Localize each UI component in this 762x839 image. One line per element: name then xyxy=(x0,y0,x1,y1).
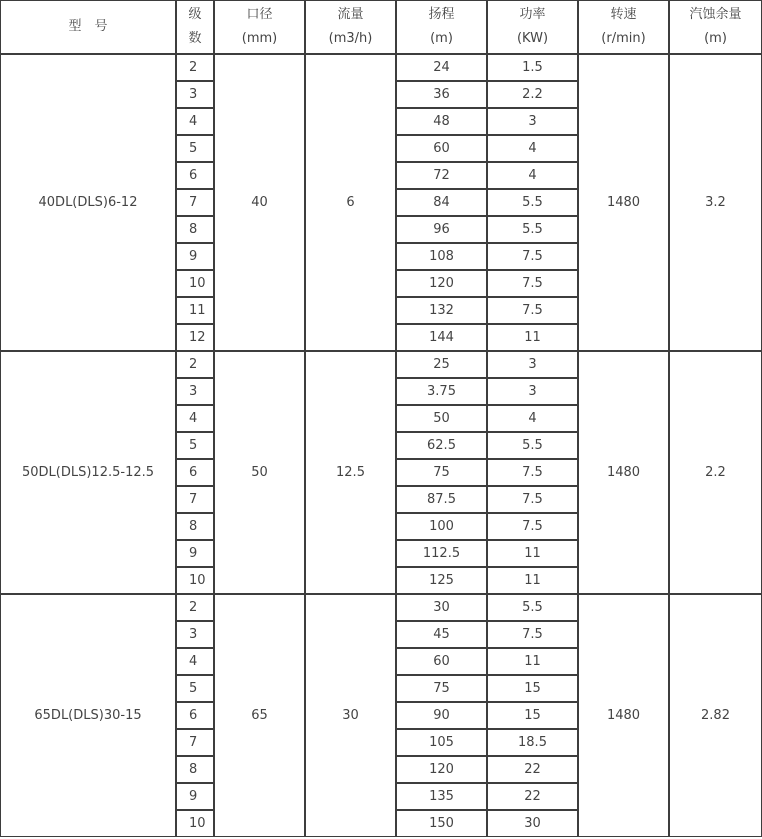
header-row xyxy=(0,0,762,54)
stage-cell: 12 xyxy=(176,324,214,351)
power-cell: 30 xyxy=(487,810,578,837)
head-cell: 87.5 xyxy=(396,486,487,513)
head-cell: 112.5 xyxy=(396,540,487,567)
stage-cell: 7 xyxy=(176,486,214,513)
head-cell: 144 xyxy=(396,324,487,351)
table-row xyxy=(0,594,762,621)
power-cell: 18.5 xyxy=(487,729,578,756)
power-cell: 4 xyxy=(487,135,578,162)
head-cell: 132 xyxy=(396,297,487,324)
flow-cell: 6 xyxy=(305,54,396,351)
head-cell: 36 xyxy=(396,81,487,108)
diameter-cell: 65 xyxy=(214,594,305,837)
stage-cell: 9 xyxy=(176,783,214,810)
stage-cell: 2 xyxy=(176,54,214,81)
head-cell: 84 xyxy=(396,189,487,216)
stage-cell: 7 xyxy=(176,729,214,756)
stage-cell: 6 xyxy=(176,162,214,189)
head-cell: 105 xyxy=(396,729,487,756)
head-cell: 120 xyxy=(396,270,487,297)
stage-cell: 5 xyxy=(176,675,214,702)
head-cell: 108 xyxy=(396,243,487,270)
head-cell: 48 xyxy=(396,108,487,135)
stage-cell: 6 xyxy=(176,702,214,729)
header-speed: 转速 (r/min) xyxy=(578,0,669,54)
head-cell: 125 xyxy=(396,567,487,594)
head-cell: 100 xyxy=(396,513,487,540)
stage-cell: 10 xyxy=(176,567,214,594)
power-cell: 1.5 xyxy=(487,54,578,81)
head-cell: 72 xyxy=(396,162,487,189)
flow-cell: 30 xyxy=(305,594,396,837)
stage-cell: 10 xyxy=(176,810,214,837)
power-cell: 7.5 xyxy=(487,486,578,513)
power-cell: 22 xyxy=(487,756,578,783)
model-cell: 65DL(DLS)30-15 xyxy=(0,594,176,837)
head-cell: 150 xyxy=(396,810,487,837)
stage-cell: 9 xyxy=(176,540,214,567)
stage-cell: 4 xyxy=(176,405,214,432)
power-cell: 2.2 xyxy=(487,81,578,108)
header-power: 功率 (KW) xyxy=(487,0,578,54)
power-cell: 5.5 xyxy=(487,216,578,243)
power-cell: 7.5 xyxy=(487,243,578,270)
npsh-cell: 3.2 xyxy=(669,54,762,351)
head-cell: 96 xyxy=(396,216,487,243)
npsh-cell: 2.82 xyxy=(669,594,762,837)
stage-cell: 8 xyxy=(176,513,214,540)
stage-cell: 2 xyxy=(176,594,214,621)
stage-cell: 3 xyxy=(176,621,214,648)
head-cell: 120 xyxy=(396,756,487,783)
head-cell: 135 xyxy=(396,783,487,810)
stage-cell: 7 xyxy=(176,189,214,216)
stage-cell: 10 xyxy=(176,270,214,297)
power-cell: 7.5 xyxy=(487,513,578,540)
speed-cell: 1480 xyxy=(578,594,669,837)
model-cell: 40DL(DLS)6-12 xyxy=(0,54,176,351)
power-cell: 7.5 xyxy=(487,459,578,486)
head-cell: 45 xyxy=(396,621,487,648)
power-cell: 11 xyxy=(487,648,578,675)
table-row xyxy=(0,54,762,81)
table-row xyxy=(0,351,762,378)
power-cell: 3 xyxy=(487,351,578,378)
stage-cell: 5 xyxy=(176,432,214,459)
stage-cell: 11 xyxy=(176,297,214,324)
stage-cell: 3 xyxy=(176,81,214,108)
head-cell: 60 xyxy=(396,648,487,675)
power-cell: 5.5 xyxy=(487,189,578,216)
power-cell: 3 xyxy=(487,108,578,135)
header-head: 扬程 (m) xyxy=(396,0,487,54)
head-cell: 50 xyxy=(396,405,487,432)
speed-cell: 1480 xyxy=(578,54,669,351)
power-cell: 4 xyxy=(487,405,578,432)
power-cell: 4 xyxy=(487,162,578,189)
stage-cell: 5 xyxy=(176,135,214,162)
head-cell: 24 xyxy=(396,54,487,81)
stage-cell: 4 xyxy=(176,108,214,135)
stage-cell: 3 xyxy=(176,378,214,405)
head-cell: 60 xyxy=(396,135,487,162)
power-cell: 5.5 xyxy=(487,432,578,459)
header-diameter: 口径 (mm) xyxy=(214,0,305,54)
head-cell: 62.5 xyxy=(396,432,487,459)
power-cell: 15 xyxy=(487,702,578,729)
head-cell: 3.75 xyxy=(396,378,487,405)
header-stages: 级 数 xyxy=(176,0,214,54)
speed-cell: 1480 xyxy=(578,351,669,594)
stage-cell: 2 xyxy=(176,351,214,378)
model-cell: 50DL(DLS)12.5-12.5 xyxy=(0,351,176,594)
header-model: 型 号 xyxy=(0,0,176,54)
head-cell: 30 xyxy=(396,594,487,621)
power-cell: 3 xyxy=(487,378,578,405)
power-cell: 15 xyxy=(487,675,578,702)
head-cell: 25 xyxy=(396,351,487,378)
stage-cell: 8 xyxy=(176,216,214,243)
head-cell: 75 xyxy=(396,459,487,486)
power-cell: 11 xyxy=(487,567,578,594)
header-npsh: 汽蚀余量 (m) xyxy=(669,0,762,54)
diameter-cell: 50 xyxy=(214,351,305,594)
power-cell: 7.5 xyxy=(487,270,578,297)
power-cell: 7.5 xyxy=(487,297,578,324)
power-cell: 22 xyxy=(487,783,578,810)
stage-cell: 4 xyxy=(176,648,214,675)
head-cell: 75 xyxy=(396,675,487,702)
stage-cell: 6 xyxy=(176,459,214,486)
power-cell: 11 xyxy=(487,540,578,567)
diameter-cell: 40 xyxy=(214,54,305,351)
power-cell: 5.5 xyxy=(487,594,578,621)
power-cell: 11 xyxy=(487,324,578,351)
flow-cell: 12.5 xyxy=(305,351,396,594)
header-flow: 流量 (m3/h) xyxy=(305,0,396,54)
stage-cell: 9 xyxy=(176,243,214,270)
stage-cell: 8 xyxy=(176,756,214,783)
power-cell: 7.5 xyxy=(487,621,578,648)
head-cell: 90 xyxy=(396,702,487,729)
npsh-cell: 2.2 xyxy=(669,351,762,594)
